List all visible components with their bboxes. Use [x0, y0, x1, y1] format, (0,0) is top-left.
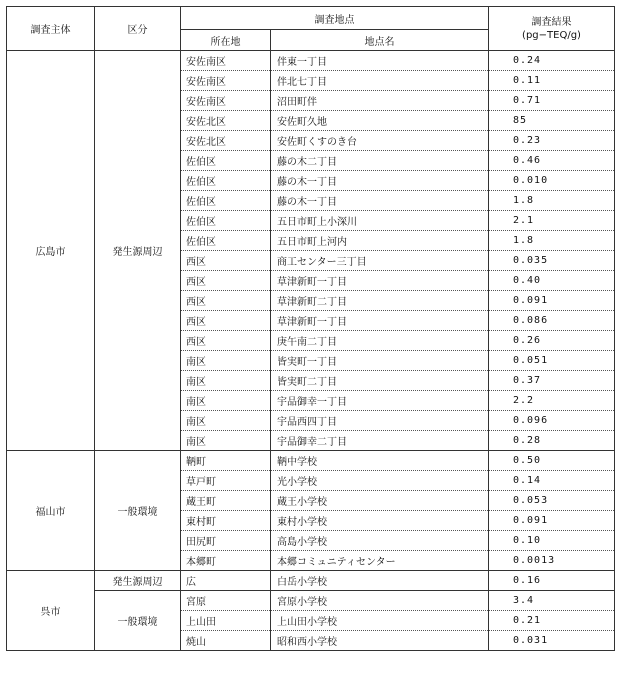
result-value-cell: 85: [489, 111, 615, 131]
site-name-cell: 商工センター三丁目: [271, 251, 489, 271]
location-cell: 南区: [181, 391, 271, 411]
site-name-cell: 草津新町二丁目: [271, 291, 489, 311]
location-cell: 焼山: [181, 631, 271, 651]
site-name-cell: 藤の木一丁目: [271, 171, 489, 191]
site-name-cell: 藤の木二丁目: [271, 151, 489, 171]
division-cell: 発生源周辺: [95, 51, 181, 451]
location-cell: 鞆町: [181, 451, 271, 471]
result-value-cell: 0.21: [489, 611, 615, 631]
location-cell: 佐伯区: [181, 171, 271, 191]
result-value-cell: 3.4: [489, 591, 615, 611]
site-name-cell: 東村小学校: [271, 511, 489, 531]
location-cell: 安佐北区: [181, 131, 271, 151]
site-name-cell: 庚午南二丁目: [271, 331, 489, 351]
result-value-cell: 0.46: [489, 151, 615, 171]
location-cell: 佐伯区: [181, 231, 271, 251]
division-cell: 一般環境: [95, 591, 181, 651]
header-survey-point: 調査地点: [181, 7, 489, 30]
result-value-cell: 0.37: [489, 371, 615, 391]
result-value-cell: 0.086: [489, 311, 615, 331]
site-name-cell: 昭和西小学校: [271, 631, 489, 651]
location-cell: 佐伯区: [181, 191, 271, 211]
site-name-cell: 伴東一丁目: [271, 51, 489, 71]
result-value-cell: 0.010: [489, 171, 615, 191]
header-location: 所在地: [181, 30, 271, 51]
division-cell: 一般環境: [95, 451, 181, 571]
site-name-cell: 宮原小学校: [271, 591, 489, 611]
site-name-cell: 草津新町一丁目: [271, 271, 489, 291]
dioxin-survey-table: [6, 6, 615, 651]
location-cell: 西区: [181, 271, 271, 291]
table-row: [7, 571, 615, 591]
site-name-cell: 沼田町伴: [271, 91, 489, 111]
location-cell: 西区: [181, 331, 271, 351]
result-value-cell: 0.24: [489, 51, 615, 71]
site-name-cell: 安佐町久地: [271, 111, 489, 131]
location-cell: 本郷町: [181, 551, 271, 571]
site-name-cell: 鞆中学校: [271, 451, 489, 471]
result-value-cell: 0.16: [489, 571, 615, 591]
site-name-cell: 白岳小学校: [271, 571, 489, 591]
location-cell: 広: [181, 571, 271, 591]
division-cell: 発生源周辺: [95, 571, 181, 591]
site-name-cell: 宇品御幸二丁目: [271, 431, 489, 451]
location-cell: 南区: [181, 411, 271, 431]
location-cell: 西区: [181, 251, 271, 271]
site-name-cell: 草津新町一丁目: [271, 311, 489, 331]
site-name-cell: 本郷コミュニティセンター: [271, 551, 489, 571]
result-value-cell: 0.28: [489, 431, 615, 451]
header-row-top: [7, 7, 615, 30]
header-site: 地点名: [271, 30, 489, 51]
location-cell: 東村町: [181, 511, 271, 531]
location-cell: 南区: [181, 371, 271, 391]
location-cell: 上山田: [181, 611, 271, 631]
site-name-cell: 皆実町二丁目: [271, 371, 489, 391]
location-cell: 田尻町: [181, 531, 271, 551]
header-result: [489, 7, 615, 51]
site-name-cell: 藤の木一丁目: [271, 191, 489, 211]
result-value-cell: 0.096: [489, 411, 615, 431]
result-value-cell: 0.035: [489, 251, 615, 271]
header-result-unit: (pg−TEQ/g): [522, 29, 581, 41]
result-value-cell: 0.091: [489, 291, 615, 311]
site-name-cell: 五日市町上小深川: [271, 211, 489, 231]
location-cell: 西区: [181, 291, 271, 311]
result-value-cell: 0.11: [489, 71, 615, 91]
result-value-cell: 2.1: [489, 211, 615, 231]
site-name-cell: 宇品西四丁目: [271, 411, 489, 431]
result-value-cell: 0.091: [489, 511, 615, 531]
result-value-cell: 0.26: [489, 331, 615, 351]
site-name-cell: 蔵王小学校: [271, 491, 489, 511]
site-name-cell: 皆実町一丁目: [271, 351, 489, 371]
table-row: [7, 451, 615, 471]
result-value-cell: 0.71: [489, 91, 615, 111]
header-result-title: 調査結果: [531, 16, 572, 28]
location-cell: 安佐南区: [181, 71, 271, 91]
location-cell: 安佐北区: [181, 111, 271, 131]
result-value-cell: 0.051: [489, 351, 615, 371]
result-value-cell: 1.8: [489, 231, 615, 251]
result-value-cell: 2.2: [489, 391, 615, 411]
site-name-cell: 五日市町上河内: [271, 231, 489, 251]
result-value-cell: 0.10: [489, 531, 615, 551]
table-row: [7, 51, 615, 71]
site-name-cell: 高島小学校: [271, 531, 489, 551]
site-name-cell: 光小学校: [271, 471, 489, 491]
header-division: 区分: [95, 7, 181, 51]
result-value-cell: 1.8: [489, 191, 615, 211]
result-value-cell: 0.40: [489, 271, 615, 291]
result-value-cell: 0.031: [489, 631, 615, 651]
result-value-cell: 0.0013: [489, 551, 615, 571]
location-cell: 佐伯区: [181, 151, 271, 171]
survey-body-cell: 広島市: [7, 51, 95, 451]
site-name-cell: 安佐町くすのき台: [271, 131, 489, 151]
location-cell: 西区: [181, 311, 271, 331]
location-cell: 南区: [181, 351, 271, 371]
table-body: [7, 51, 615, 651]
site-name-cell: 宇品御幸一丁目: [271, 391, 489, 411]
survey-body-cell: 福山市: [7, 451, 95, 571]
location-cell: 佐伯区: [181, 211, 271, 231]
location-cell: 安佐南区: [181, 91, 271, 111]
location-cell: 南区: [181, 431, 271, 451]
location-cell: 蔵王町: [181, 491, 271, 511]
result-value-cell: 0.23: [489, 131, 615, 151]
survey-body-cell: 呉市: [7, 571, 95, 651]
survey-results-sheet: [6, 6, 614, 651]
location-cell: 草戸町: [181, 471, 271, 491]
result-value-cell: 0.14: [489, 471, 615, 491]
site-name-cell: 上山田小学校: [271, 611, 489, 631]
location-cell: 安佐南区: [181, 51, 271, 71]
location-cell: 宮原: [181, 591, 271, 611]
result-value-cell: 0.50: [489, 451, 615, 471]
site-name-cell: 伴北七丁目: [271, 71, 489, 91]
header-survey-body: 調査主体: [7, 7, 95, 51]
table-row: [7, 591, 615, 611]
result-value-cell: 0.053: [489, 491, 615, 511]
